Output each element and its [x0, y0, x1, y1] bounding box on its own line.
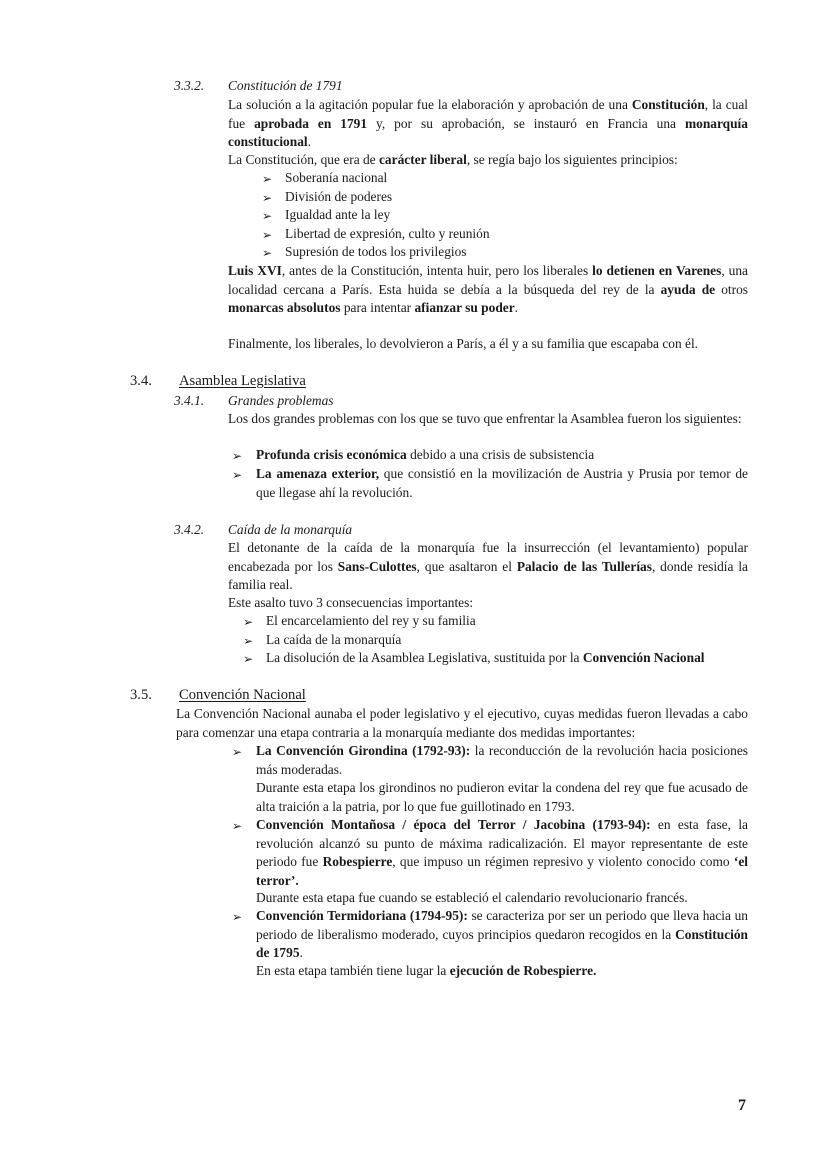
arrow-bullet-icon: ➢ [232, 910, 243, 924]
list-item-montanosa: Convención Montañosa / época del Terror / Jacobina (1793-94): en esta fase, la revolución alcanzó su punto de máxima radicalización. El mayor representante de este periodo fue Robespierre, que impuso un régimen represivo y violento conocido como ‘el terror’. [256, 817, 749, 888]
list-item-crisis-economica: Profunda crisis económica debido a una crisis de subsistencia [256, 447, 595, 462]
section-title-grandes-problemas: Grandes problemas [228, 393, 334, 408]
list-item: La caída de la monarquía [266, 632, 402, 647]
list-item-termidoriana: Convención Termidoriana (1794-95): se caracteriza por ser un periodo que lleva hacia un periodo de liberalismo moderado, cuyos principios quedaron recogidos en la Constitución de 1795. [256, 908, 748, 961]
arrow-bullet-icon: ➢ [262, 246, 273, 260]
paragraph-caida-monarquia: El detonante de la caída de la monarquía fue la insurrección (el levantamiento) popular encabezada por los Sans-Culottes, que asaltaron el Palacio de las Tullerías, donde residía la familia real. [228, 540, 748, 593]
arrow-bullet-icon: ➢ [232, 449, 243, 463]
arrow-bullet-icon: ➢ [262, 172, 273, 186]
section-number-3-4: 3.4. [130, 373, 152, 389]
arrow-bullet-icon: ➢ [262, 191, 273, 205]
paragraph-principios: La Constitución, que era de carácter liberal, se regía bajo los siguientes principios: [228, 152, 678, 167]
arrow-bullet-icon: ➢ [243, 652, 254, 666]
paragraph-constitucion-intro: La solución a la agitación popular fue la elaboración y aprobación de una Constitución, la cual fue aprobada en 1791 y, por su aprobación, se instauró en Francia una monarquía constitucional. [228, 97, 749, 150]
section-number-3-4-1: 3.4.1. [174, 393, 205, 408]
section-heading-asamblea-legislativa: Asamblea Legislativa [179, 373, 306, 389]
paragraph-consecuencias: Este asalto tuvo 3 consecuencias importantes: [228, 595, 474, 610]
section-heading-convencion-nacional: Convención Nacional [179, 687, 306, 703]
arrow-bullet-icon: ➢ [232, 468, 243, 482]
paragraph-luis-xvi: Luis XVI, antes de la Constitución, intenta huir, pero los liberales lo detienen en Varenes, una localidad cercana a París. Esta huida se debía a la búsqueda del rey de la ayuda de otros monarcas absolutos para intentar afianzar su poder. [228, 263, 748, 316]
paragraph-convencion-intro: La Convención Nacional aunaba el poder legislativo y el ejecutivo, cuyas medidas fueron llevadas a cabo para comenzar una etapa contraria a la monarquía mediante dos medidas importantes: [176, 706, 748, 740]
section-number-3-5: 3.5. [130, 687, 152, 703]
list-item-amenaza-exterior: La amenaza exterior, que consistió en la movilización de Austria y Prusia por temor de que llegase ahí la revolución. [256, 466, 749, 500]
list-item: Soberanía nacional [285, 170, 388, 185]
list-item: El encarcelamiento del rey y su familia [266, 613, 476, 628]
list-item: División de poderes [285, 189, 393, 204]
paragraph-girondina-detalle: Durante esta etapa los girondinos no pudieron evitar la condena del rey que fue acusado de alta traición a la patria, por lo que fue guillotinado en 1793. [256, 780, 748, 814]
arrow-bullet-icon: ➢ [243, 634, 254, 648]
paragraph-grandes-problemas: Los dos grandes problemas con los que se tuvo que enfrentar la Asamblea fueron los siguientes: [228, 411, 742, 426]
arrow-bullet-icon: ➢ [262, 228, 273, 242]
arrow-bullet-icon: ➢ [262, 209, 273, 223]
list-item: Libertad de expresión, culto y reunión [285, 226, 490, 241]
arrow-bullet-icon: ➢ [243, 615, 254, 629]
list-item: Igualdad ante la ley [285, 207, 391, 222]
paragraph-montanosa-detalle: Durante esta etapa fue cuando se estableció el calendario revolucionario francés. [256, 890, 688, 905]
list-item-girondina: La Convención Girondina (1792-93): la reconducción de la revolución hacia posiciones más moderadas. [256, 743, 748, 777]
list-item: La disolución de la Asamblea Legislativa, sustituida por la Convención Nacional [266, 650, 705, 665]
list-item: Supresión de todos los privilegios [285, 244, 467, 259]
section-number-3-4-2: 3.4.2. [174, 522, 205, 537]
section-title-caida-monarquia: Caída de la monarquía [228, 522, 353, 537]
page-number: 7 [738, 1097, 746, 1114]
section-title-constitucion-1791: Constitución de 1791 [228, 78, 343, 93]
paragraph-termidoriana-detalle: En esta etapa también tiene lugar la ejecución de Robespierre. [256, 963, 597, 978]
section-number-3-3-2: 3.3.2. [174, 78, 205, 93]
arrow-bullet-icon: ➢ [232, 745, 243, 759]
arrow-bullet-icon: ➢ [232, 819, 243, 833]
paragraph-finalmente: Finalmente, los liberales, lo devolvieron a París, a él y a su familia que escapaba con él. [228, 336, 699, 351]
